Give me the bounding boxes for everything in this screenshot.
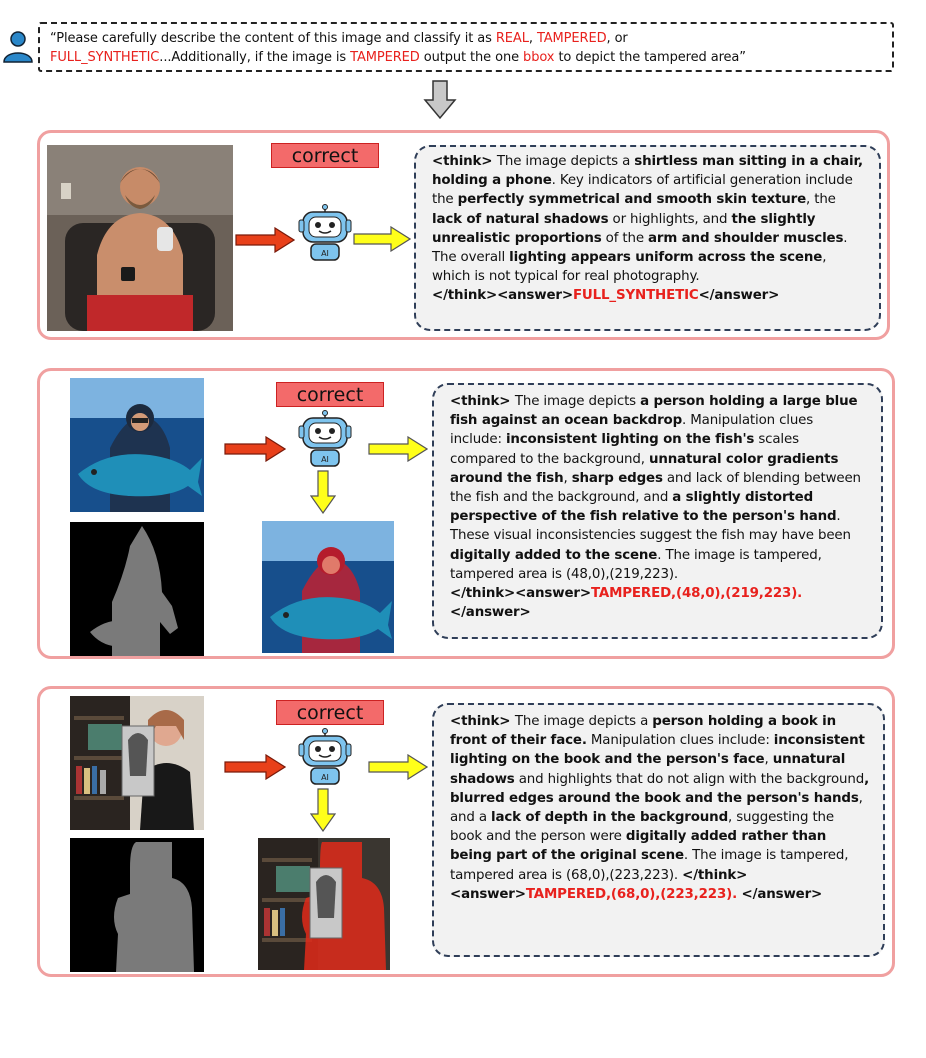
- fish-original-photo: [70, 378, 204, 512]
- reasoning-segment: of the: [601, 230, 649, 246]
- reasoning-segment: , which is not typical for real photography.: [432, 250, 827, 285]
- reasoning-segment: ,: [563, 470, 572, 486]
- reasoning-segment: . The image is tampered, tampered area is (48,0),(219,223).: [450, 547, 822, 582]
- reasoning-segment: . Manipulation clues include:: [450, 413, 814, 448]
- reasoning-segment: lack of depth in the background: [491, 810, 728, 826]
- fish-mask-image: [70, 522, 204, 656]
- reasoning-segment: The image depicts a: [496, 154, 635, 169]
- yellow-down-arrow-icon: [310, 788, 336, 832]
- down-arrow-icon: [423, 80, 457, 120]
- correct-badge: correct: [276, 700, 384, 725]
- reasoning-segment: </answer>: [737, 886, 823, 902]
- reasoning-segment: </answer>: [698, 288, 780, 304]
- fish-localized-photo: [262, 521, 394, 653]
- synthetic-man-photo: [47, 145, 233, 331]
- prompt-tampered-2: TAMPERED: [350, 50, 420, 65]
- prompt-comma: ,: [528, 31, 537, 46]
- reasoning-segment: arm and shoulder muscles: [648, 230, 844, 246]
- reasoning-segment: the slightly unrealistic proportions: [432, 211, 816, 246]
- reasoning-segment: digitally added rather than being part of the original scene: [450, 829, 827, 864]
- prompt-box: [38, 22, 894, 72]
- user-icon: [2, 30, 34, 64]
- reasoning-segment: The image depicts: [514, 394, 641, 409]
- reasoning-segment: . The image is tampered, tampered area is (68,0),(223,223).: [450, 848, 849, 883]
- reasoning-segment: , blurred edges around the book and the person's hands: [450, 771, 869, 806]
- reasoning-segment: ,: [764, 752, 773, 768]
- correct-badge: correct: [276, 382, 384, 407]
- reasoning-segment: . Key indicators of artificial generation include the: [432, 173, 853, 208]
- book-localized-photo: [258, 838, 390, 970]
- reasoning-segment: shirtless man sitting in a chair, holding a phone: [432, 154, 863, 189]
- reasoning-segment: scales compared to the background,: [450, 432, 799, 467]
- reasoning-segment: and highlights that do not align with the background: [514, 771, 865, 787]
- answer-label: TAMPERED,(68,0),(223,223).: [525, 886, 738, 902]
- reasoning-segment: </think><answer>: [432, 288, 573, 304]
- reasoning-box-1: [414, 145, 881, 331]
- prompt-text-3: output the one: [419, 50, 524, 65]
- prompt-text-4: to depict the tampered area”: [554, 50, 746, 65]
- reasoning-segment: </think><answer>: [450, 586, 591, 602]
- reasoning-segment: unnatural shadows: [450, 752, 846, 787]
- reasoning-segment: . These visual inconsistencies suggest the fish may have been: [450, 509, 851, 544]
- reasoning-segment: . The overall: [432, 230, 848, 266]
- reasoning-segment: <think>: [450, 714, 515, 729]
- reasoning-segment: , the: [806, 192, 836, 208]
- reasoning-segment: person holding a book in front of their face.: [450, 714, 836, 749]
- prompt-or: , or: [606, 31, 628, 46]
- red-arrow-icon: [224, 436, 286, 462]
- yellow-arrow-icon: [368, 436, 428, 462]
- prompt-text-1: “Please carefully describe the content of this image and classify it as: [50, 31, 496, 46]
- reasoning-segment: The image depicts a: [514, 714, 653, 729]
- yellow-arrow-icon: [353, 226, 411, 252]
- prompt-real: REAL: [495, 31, 529, 46]
- reasoning-segment: inconsistent lighting on the book and the person's face: [450, 733, 865, 768]
- reasoning-segment: <think>: [450, 394, 515, 409]
- reasoning-segment: lack of natural shadows: [432, 211, 609, 227]
- ai-robot-icon: [298, 204, 352, 262]
- correct-badge: correct: [271, 143, 379, 168]
- reasoning-segment: sharp edges: [571, 470, 663, 486]
- answer-label: TAMPERED,(48,0),(219,223).: [590, 586, 803, 602]
- reasoning-segment: and lack of blending between the fish and the background, and: [450, 470, 861, 506]
- yellow-down-arrow-icon: [310, 470, 336, 514]
- prompt-full-synthetic: FULL_SYNTHETIC: [50, 50, 160, 65]
- yellow-arrow-icon: [368, 754, 428, 780]
- reasoning-segment: </think><answer>: [450, 867, 748, 902]
- reasoning-segment: <think>: [432, 154, 497, 169]
- reasoning-segment: a slightly distorted perspective of the fish relative to the person's hand: [450, 490, 837, 525]
- ai-robot-icon: [298, 410, 352, 468]
- book-original-photo: [70, 696, 204, 830]
- book-mask-image: [70, 838, 204, 972]
- reasoning-segment: inconsistent lighting on the fish's: [505, 432, 755, 448]
- prompt-tampered: TAMPERED: [536, 31, 607, 46]
- reasoning-segment: , and a: [450, 790, 863, 826]
- red-arrow-icon: [224, 754, 286, 780]
- reasoning-segment: </answer>: [450, 605, 531, 621]
- reasoning-segment: digitally added to the scene: [450, 547, 658, 563]
- reasoning-segment: unnatural color gradients around the fish: [450, 451, 839, 486]
- reasoning-segment: Manipulation clues include:: [586, 733, 774, 749]
- reasoning-box-3: [432, 703, 885, 957]
- reasoning-segment: , suggesting the book and the person were: [450, 810, 834, 845]
- reasoning-segment: or highlights, and: [608, 211, 732, 227]
- answer-label: FULL_SYNTHETIC: [572, 288, 699, 304]
- prompt-text-2: ...Additionally, if the image is: [159, 50, 351, 65]
- red-arrow-icon: [235, 227, 295, 253]
- robot-label: AI: [321, 455, 329, 464]
- reasoning-box-2: [432, 383, 883, 639]
- reasoning-segment: a person holding a large blue fish against an ocean backdrop: [450, 394, 858, 429]
- reasoning-segment: perfectly symmetrical and smooth skin texture: [457, 192, 807, 208]
- robot-label: AI: [321, 249, 329, 258]
- prompt-bbox: bbox: [523, 50, 555, 65]
- ai-robot-icon: [298, 728, 352, 786]
- robot-label: AI: [321, 773, 329, 782]
- reasoning-segment: lighting appears uniform across the scene: [509, 250, 823, 266]
